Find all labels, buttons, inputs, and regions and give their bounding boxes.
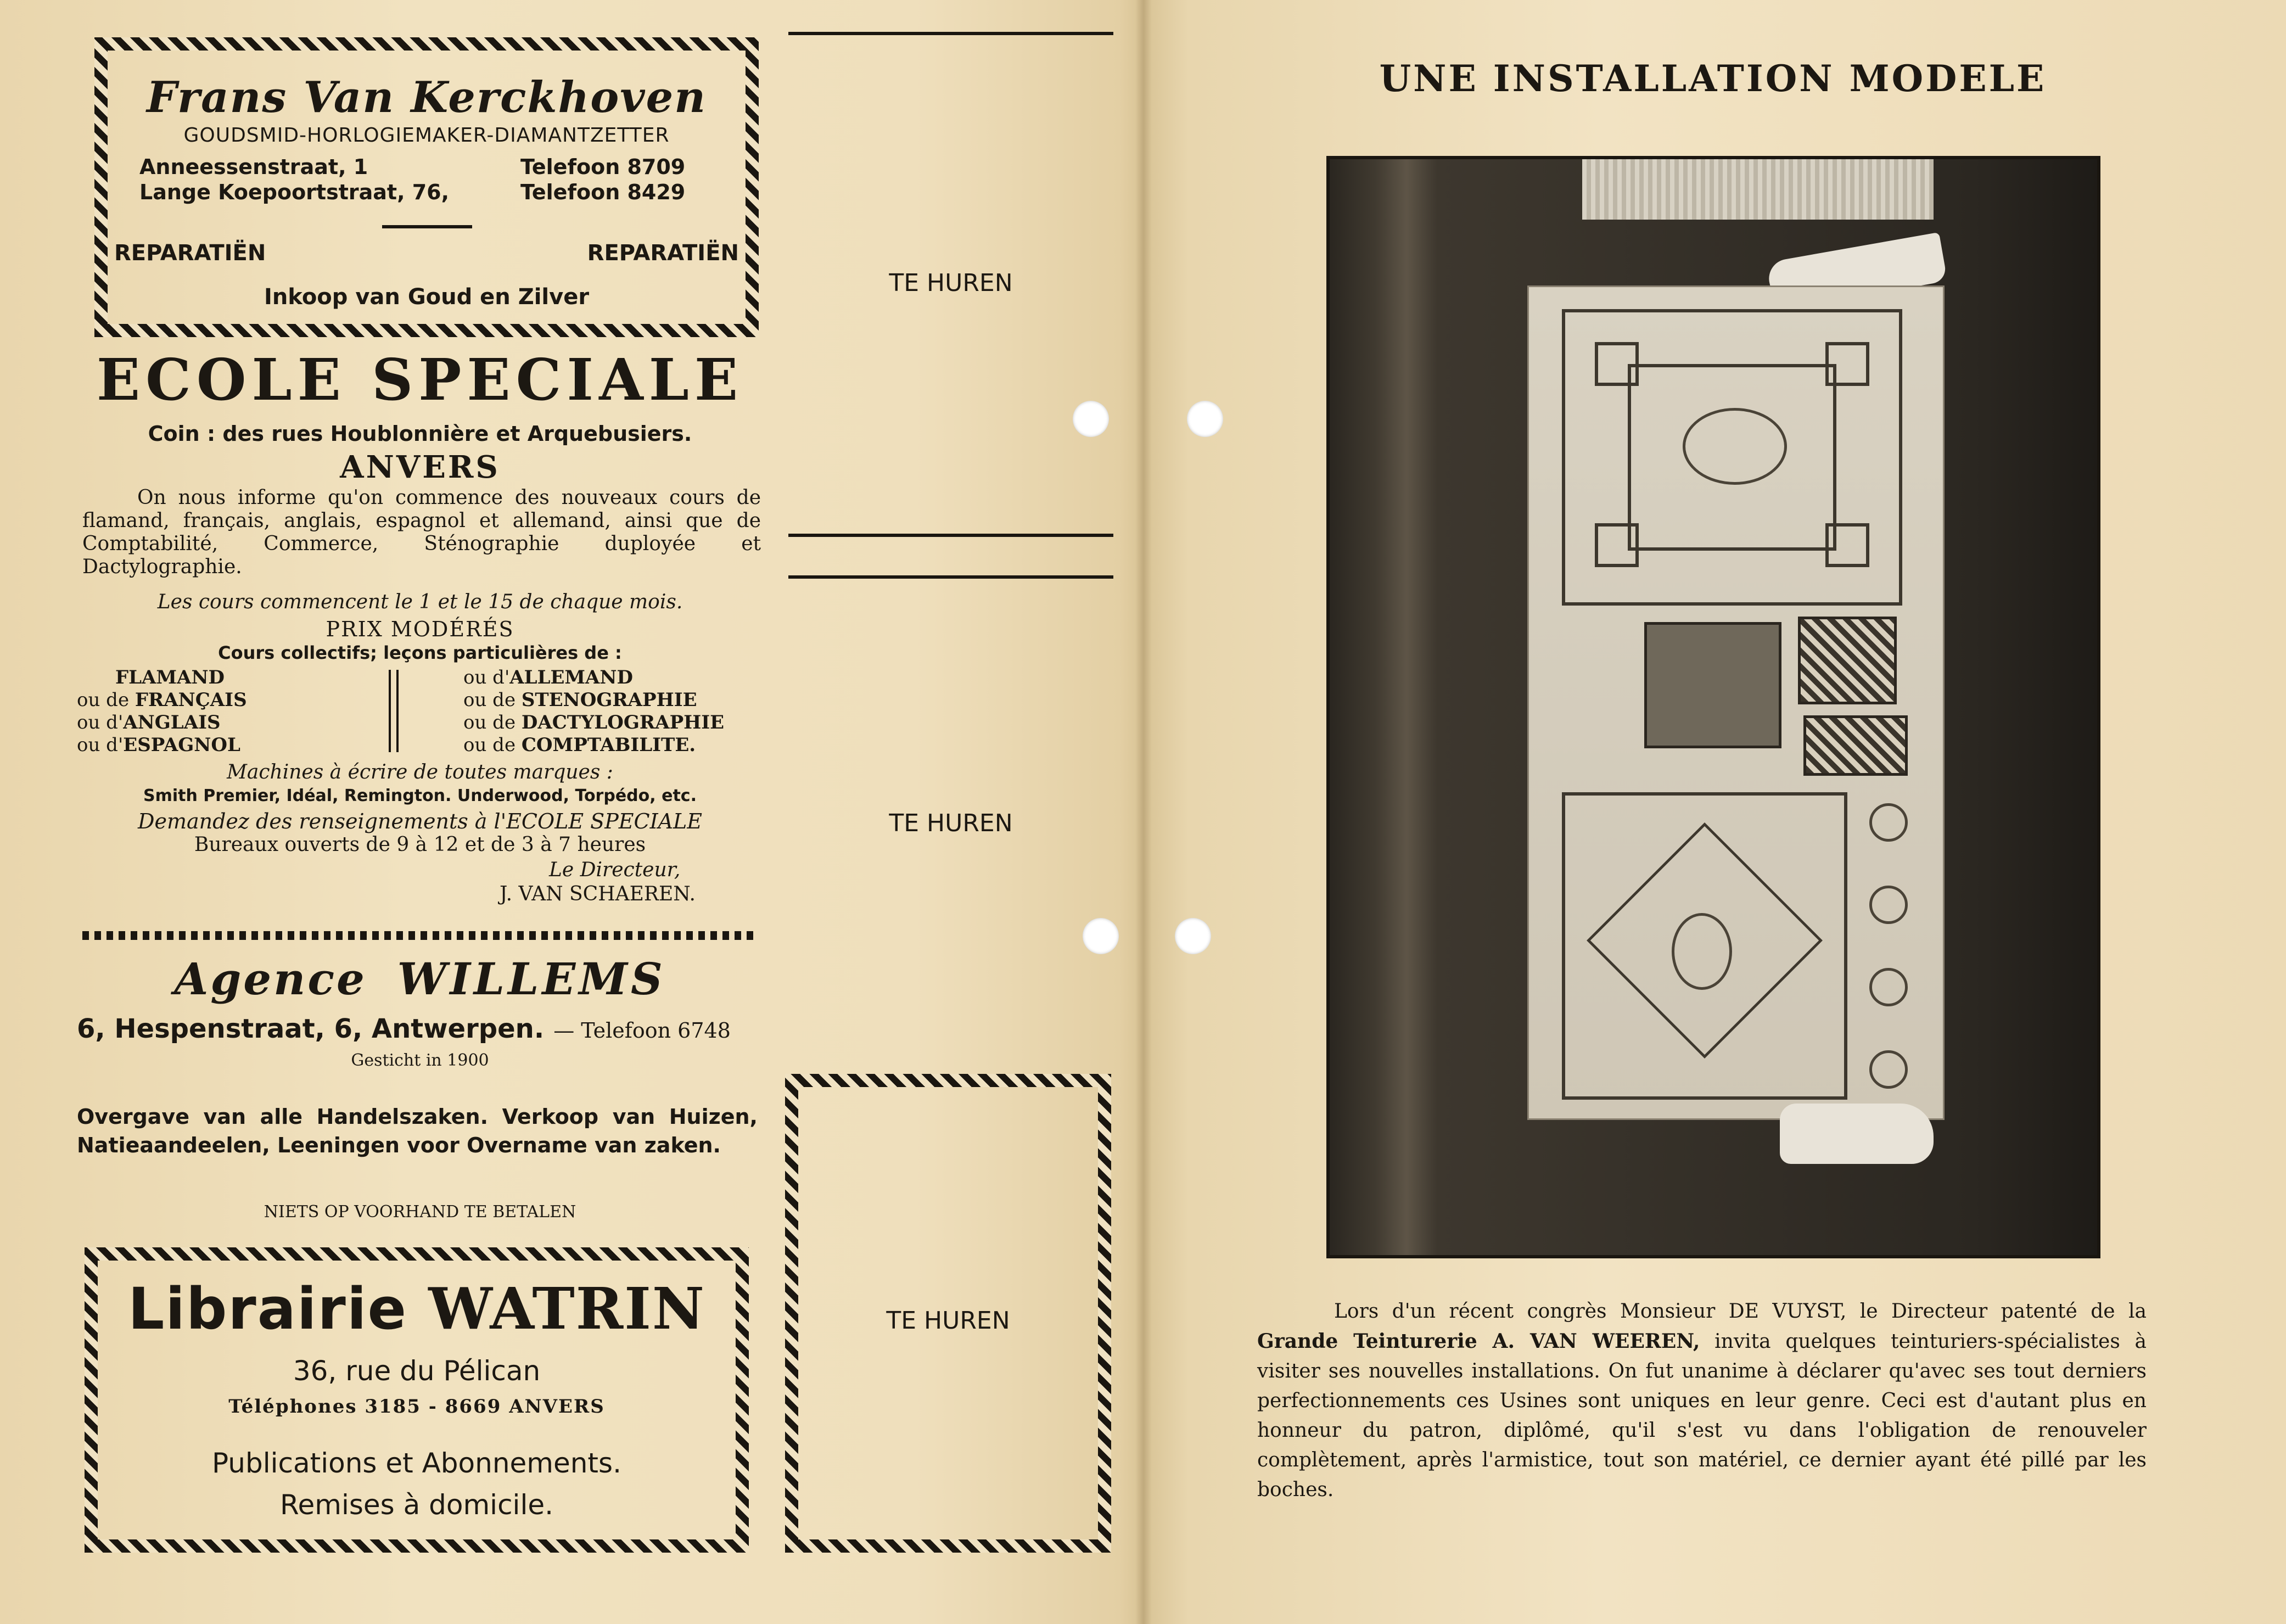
punch-hole xyxy=(1073,401,1109,437)
purchase-line: Inkoop van Goud en Zilver xyxy=(264,284,590,310)
ad-kerckhoven-frame xyxy=(94,37,759,337)
ecole-machines: Machines à écrire de toutes marques : xyxy=(227,761,613,783)
divider xyxy=(382,225,472,228)
willems-note: NIETS OP VOORHAND TE BETALEN xyxy=(264,1202,576,1222)
repair-label-right: REPARATIËN xyxy=(587,240,739,266)
right-page-title: UNE INSTALLATION MODELE xyxy=(1379,57,2047,100)
pattern-sample xyxy=(1798,617,1897,704)
ecole-corner: Coin : des rues Houblonnière et Arquebusiers. xyxy=(148,422,692,446)
ecole-city: ANVERS xyxy=(340,449,500,485)
willems-title: Agence WILLEMS xyxy=(174,953,666,1005)
watrin-line-1: Publications et Abonnements. xyxy=(212,1447,621,1479)
ornament-medallion xyxy=(1683,408,1787,485)
ornament-rosette xyxy=(1869,886,1908,924)
willems-address-line xyxy=(77,1013,763,1044)
ecole-ask: Demandez des renseignements à l'ECOLE SPECIALE xyxy=(137,809,703,833)
right-page-caption: Lors d'un récent congrès Monsieur DE VUYST, le Directeur patenté de la Grande Teinturerie A. VAN WEEREN, invita quelques teinturiers-spécialistes à visiter ses nouvelles installations. On fut unanime à déclarer qu'avec ses tout derniers perfectionnements ces Usines sont uniques en leur genre. Ceci est d'autant plus en honneur du patron, diplômé, qu'il s'est vu dans l'obligation de renouveler complètement, après l'armistice, tout son matériel, ce dernier ayant été pillé par les boches. xyxy=(1257,1300,2147,1501)
ecole-hours: Bureaux ouverts de 9 à 12 et de 3 à 7 heures xyxy=(194,833,646,856)
punch-hole xyxy=(1175,918,1211,954)
ornament-rosette xyxy=(1869,1050,1908,1089)
ad-willems xyxy=(77,953,763,1228)
ecole-signature-name: J. VAN SCHAEREN. xyxy=(500,883,696,905)
to-let-frame xyxy=(785,1074,1111,1553)
ecole-brands: Smith Premier, Idéal, Remington. Underwood, Torpédo, etc. xyxy=(143,786,697,805)
dark-sample xyxy=(1644,622,1781,748)
ecole-subjects-left xyxy=(77,667,384,757)
ad-watrin-frame xyxy=(85,1247,749,1553)
pattern-sample xyxy=(1803,715,1908,776)
punch-hole xyxy=(1187,401,1223,437)
ecole-title: ECOLE SPECIALE xyxy=(96,346,744,413)
lace-curtain xyxy=(1582,159,1934,220)
column-rule xyxy=(788,575,1113,579)
repair-label-left: REPARATIËN xyxy=(114,240,266,266)
ornament-medallion xyxy=(1672,913,1732,990)
subject-item: ou de COMPTABILITE. xyxy=(463,734,696,756)
subject-item: ou de DACTYLOGRAPHIE xyxy=(463,712,725,733)
punch-hole xyxy=(1083,918,1119,954)
list-divider xyxy=(389,670,391,752)
subject-item: ou d'ALLEMAND xyxy=(463,667,633,688)
installation-photo xyxy=(1326,156,2100,1258)
willems-founded: Gesticht in 1900 xyxy=(351,1051,489,1070)
subject-item: ou d'ANGLAIS xyxy=(77,712,221,733)
list-divider xyxy=(396,670,399,752)
ornament-square xyxy=(1825,342,1869,386)
ornament-square xyxy=(1595,523,1639,567)
watrin-title: Librairie WATRIN xyxy=(128,1275,705,1342)
jeweler-address-1: Anneessenstraat, 1 xyxy=(139,155,368,179)
subject-item: ou de FRANÇAIS xyxy=(77,689,247,711)
ecole-paragraph: On nous informe qu'on commence des nouveaux cours de flamand, français, anglais, espagnol et allemand, ainsi que de Comptabilité, Commerce, Sténographie duployée et Dactylographie. xyxy=(82,486,761,578)
embroidered-panel xyxy=(1527,285,1945,1120)
ecole-signature-role: Le Directeur, xyxy=(549,859,681,881)
subject-item: ou d'ESPAGNOL xyxy=(77,734,240,756)
ornament-rosette xyxy=(1869,803,1908,842)
subject-item: ou de STENOGRAPHIE xyxy=(463,689,697,711)
ornament-rosette xyxy=(1869,968,1908,1006)
subject-item: FLAMAND xyxy=(115,667,225,688)
jeweler-phone-1: Telefoon 8709 xyxy=(520,155,686,179)
to-let-slot-1: TE HUREN xyxy=(889,269,1013,297)
willems-phone: — Telefoon 6748 xyxy=(553,1018,731,1043)
ecole-prices: PRIX MODÉRÉS xyxy=(326,617,514,641)
watrin-phones: Téléphones 3185 - 8669 ANVERS xyxy=(228,1396,605,1418)
column-rule xyxy=(788,32,1113,35)
jeweler-phone-2: Telefoon 8429 xyxy=(520,180,686,204)
to-let-slot-2: TE HUREN xyxy=(889,809,1013,837)
ornament-square xyxy=(1825,523,1869,567)
column-rule xyxy=(788,534,1113,537)
watrin-line-2: Remises à domicile. xyxy=(280,1489,553,1521)
ornament-square xyxy=(1595,342,1639,386)
willems-address: 6, Hespenstraat, 6, Antwerpen. xyxy=(77,1013,545,1044)
cloth-bundle xyxy=(1780,1104,1934,1164)
center-fold xyxy=(1135,0,1152,1624)
watrin-address: 36, rue du Pélican xyxy=(293,1355,541,1387)
ecole-subjects-right xyxy=(463,667,771,757)
willems-body: Overgave van alle Handelszaken. Verkoop van Huizen, Natieaandeelen, Leeningen voor Overname van zaken. xyxy=(77,1105,758,1157)
jeweler-address-2: Lange Koepoortstraat, 76, xyxy=(139,180,450,204)
ecole-courses-start: Les cours commencent le 1 et le 15 de chaque mois. xyxy=(157,591,683,613)
to-let-slot-3: TE HUREN xyxy=(886,1307,1010,1335)
ad-ecole xyxy=(77,346,763,917)
ecole-lessons: Cours collectifs; leçons particulières de : xyxy=(218,642,622,663)
jeweler-trade: GOUDSMID-HORLOGIEMAKER-DIAMANTZETTER xyxy=(183,124,670,147)
dotted-divider xyxy=(82,931,758,940)
jeweler-name: Frans Van Kerckhoven xyxy=(147,72,707,122)
